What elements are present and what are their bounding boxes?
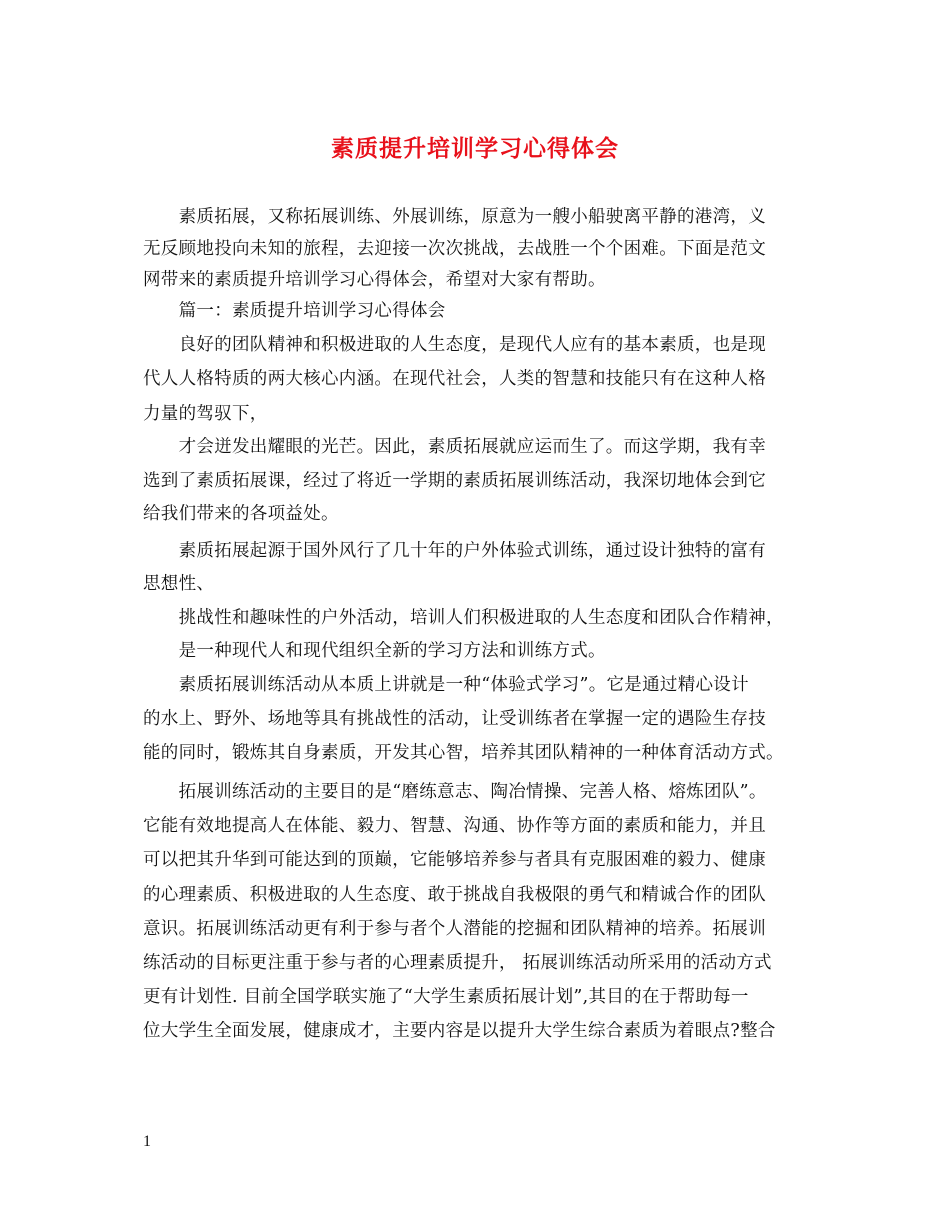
body-line: 意识。拓展训练活动更有利于参与者个人潜能的挖掘和团队精神的培养。拓展训: [143, 919, 766, 939]
body-line: 给我们带来的各项益处。: [143, 504, 339, 524]
body-line: 代人人格特质的两大核心内涵。在现代社会，人类的智慧和技能只有在这种人格: [143, 369, 766, 389]
body-line: 能的同时，锻炼其自身素质，开发其心智，培养其团队精神的一种体育活动方式。: [143, 743, 784, 763]
body-line: 的水上、野外、场地等具有挑战性的活动，让受训练者在掌握一定的遇险生存技: [143, 709, 766, 729]
document-title: 素质提升培训学习心得体会: [331, 136, 619, 162]
body-line: 它能有效地提高人在体能、毅力、智慧、沟通、协作等方面的素质和能力，并且: [143, 816, 766, 836]
body-line: 是一种现代人和现代组织全新的学习方法和训练方式。: [143, 641, 606, 661]
body-line: 才会迸发出耀眼的光芒。因此，素质拓展就应运而生了。而这学期，我有幸: [143, 437, 766, 457]
body-line: 力量的驾驭下，: [143, 404, 268, 424]
body-line: 拓展训练活动的主要目的是“磨练意志、陶冶情操、完善人格、熔炼团队”。: [143, 782, 767, 802]
body-line: 选到了素质拓展课，经过了将近一学期的素质拓展训练活动，我深切地体会到它: [143, 471, 766, 491]
body-line: 篇一：素质提升培训学习心得体会: [143, 301, 446, 321]
page-number: 1: [143, 1133, 151, 1150]
body-line: 练活动的目标更注重于参与者的心理素质提升， 拓展训练活动所采用的活动方式: [143, 953, 772, 973]
body-line: 素质拓展训练活动从本质上讲就是一种“体验式学习”。它是通过精心设计: [143, 675, 749, 695]
body-line: 良好的团队精神和积极进取的人生态度，是现代人应有的基本素质，也是现: [143, 335, 766, 355]
body-line: 的心理素质、积极进取的人生态度、敢于挑战自我极限的勇气和精诚合作的团队: [143, 885, 766, 905]
body-line: 无反顾地投向未知的旅程，去迎接一次次挑战，去战胜一个个困难。下面是范文: [143, 239, 766, 259]
body-line: 可以把其升华到可能达到的顶巅，它能够培养参与者具有克服困难的毅力、健康: [143, 850, 766, 870]
body-line: 位大学生全面发展，健康成才，主要内容是以提升大学生综合素质为着眼点?整合: [143, 1021, 776, 1041]
body-line: 挑战性和趣味性的户外活动，培训人们积极进取的人生态度和团队合作精神，: [143, 608, 784, 628]
body-line: 思想性、: [143, 574, 215, 594]
body-line: 素质拓展起源于国外风行了几十年的户外体验式训练，通过设计独特的富有: [143, 541, 766, 561]
body-line: 网带来的素质提升培训学习心得体会，希望对大家有帮助。: [143, 270, 606, 290]
body-line: 素质拓展，又称拓展训练、外展训练，原意为一艘小船驶离平静的港湾，义: [143, 207, 766, 227]
body-line: 更有计划性. 目前全国学联实施了“大学生素质拓展计划”,其目的在于帮助每一: [143, 987, 749, 1007]
